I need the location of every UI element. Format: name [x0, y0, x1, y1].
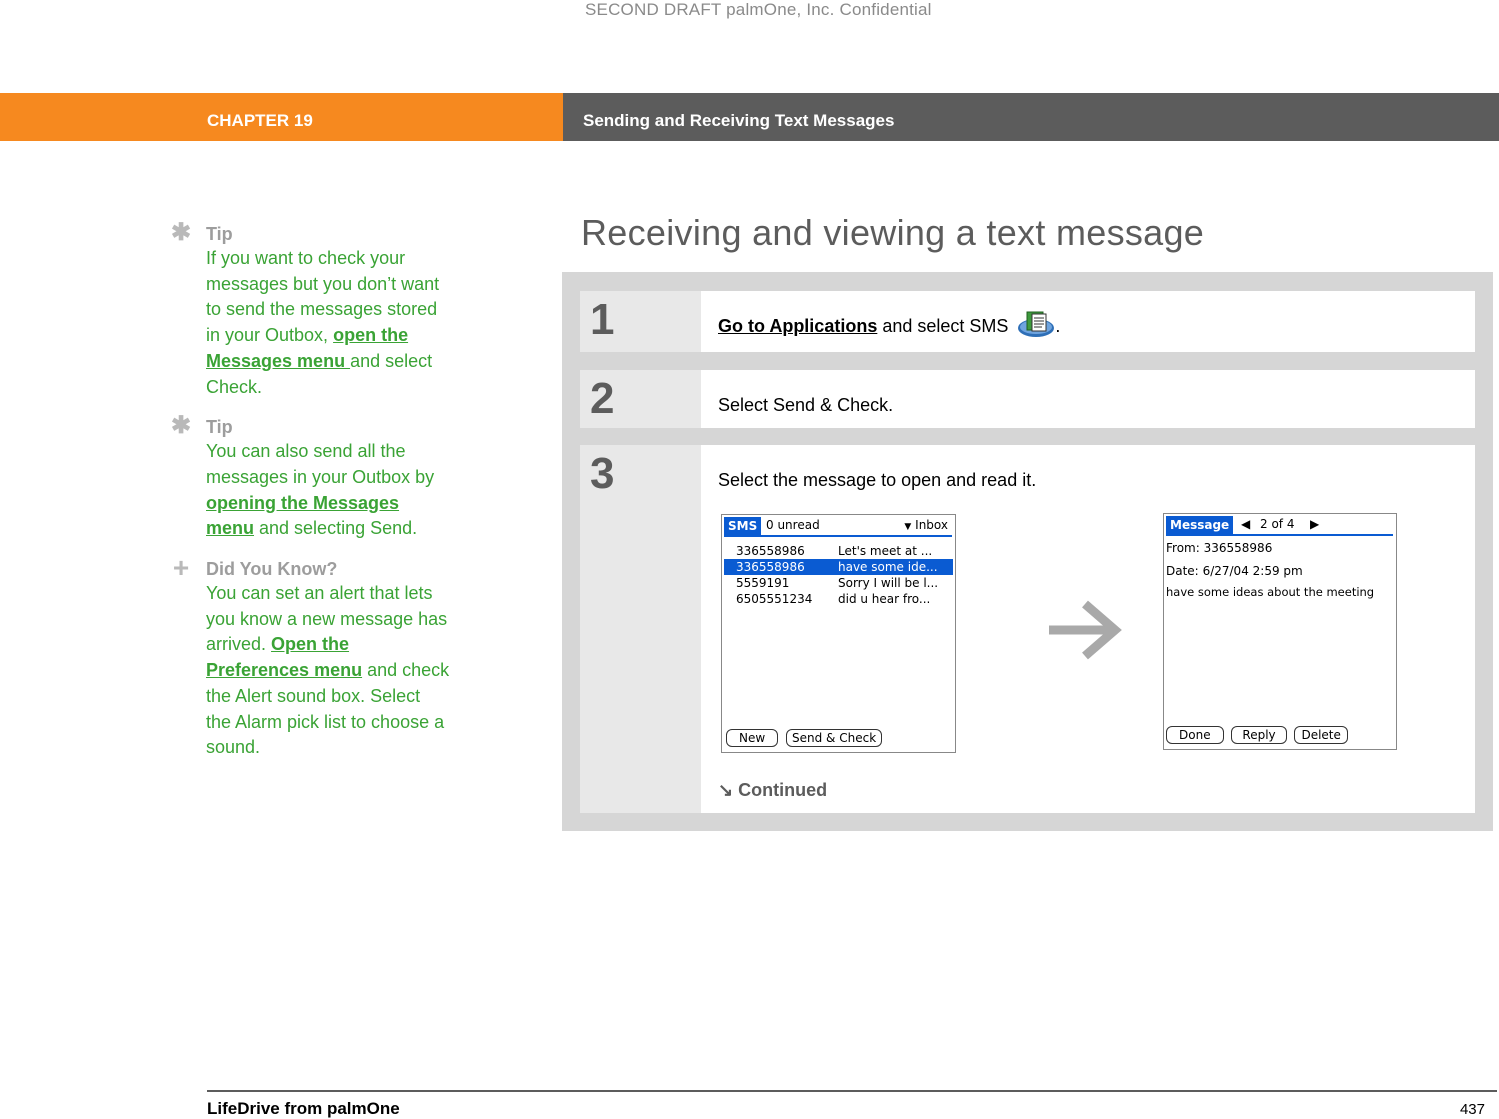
step-text [718, 313, 1060, 341]
sidebar [170, 219, 450, 776]
prev-message-icon[interactable]: ◀ [1241, 517, 1251, 531]
sms-list-row[interactable] [724, 591, 953, 607]
sms-message-screenshot [1163, 513, 1397, 750]
footer-rule [207, 1090, 1497, 1092]
sms-inbox-screenshot [721, 514, 956, 753]
arrow-right-icon [1045, 598, 1125, 662]
step-text: Select Send & Check. [718, 395, 894, 415]
sms-list-row[interactable] [724, 543, 953, 559]
sms-sender: 336558986 [736, 544, 805, 558]
continued-label: Continued [738, 780, 828, 800]
step-1-end: . [1055, 315, 1061, 336]
asterisk-icon: ✱ [170, 219, 192, 246]
sms-button-bar [726, 729, 882, 747]
step-number: 3 [590, 449, 615, 498]
open-messages-menu-link[interactable]: open the Messages menu [206, 325, 409, 371]
from-value: 336558986 [1203, 541, 1273, 555]
step-1 [580, 291, 1475, 352]
unread-count: 0 unread [766, 518, 820, 532]
date-value: 6/27/04 2:59 pm [1202, 564, 1303, 578]
go-to-applications-link[interactable]: Go to Applications [718, 315, 878, 336]
folder-label: Inbox [915, 518, 948, 532]
folder-picker[interactable] [904, 518, 948, 532]
sms-preview: Sorry I will be l... [838, 576, 939, 590]
sms-sender: 5559191 [736, 576, 790, 590]
tip-heading: Tip [206, 224, 233, 244]
sms-sender: 6505551234 [736, 592, 813, 606]
triangle-down-icon: ▼ [904, 522, 912, 532]
tip-text [206, 246, 450, 400]
steps-panel [562, 272, 1493, 831]
from-line [1166, 541, 1272, 555]
tip-text-before: If you want to check your messages but you don’t want to send the messages stored in your Outbox, [206, 248, 440, 346]
next-message-icon[interactable]: ▶ [1310, 517, 1320, 531]
send-check-button[interactable]: Send & Check [786, 729, 882, 747]
new-button[interactable]: New [726, 729, 778, 747]
step-text: Select the message to open and read it. [718, 470, 1037, 490]
tip-heading: Tip [206, 417, 233, 438]
watermark: SECOND DRAFT palmOne, Inc. Confidential [585, 0, 932, 19]
dyk-text-after: and check the Alert sound box. Select the Alarm pick list to choose a sound. [206, 660, 450, 758]
did-you-know-heading: Did You Know? [206, 559, 338, 580]
step-number: 2 [590, 374, 615, 423]
dyk-text-before: You can set an alert that lets you know a new message has arrived. [206, 583, 448, 655]
plus-icon: + [172, 552, 190, 584]
tip-text-before: You can also send all the messages in your Outbox by [206, 441, 435, 487]
sms-title-bar [724, 517, 952, 537]
chapter-label: CHAPTER 19 [207, 111, 313, 130]
date-line [1166, 564, 1303, 578]
sms-preview: Let's meet at ... [838, 544, 933, 558]
section-title: Receiving and viewing a text message [581, 212, 1205, 253]
step-1-text: and select SMS [877, 315, 1014, 336]
message-button-bar [1166, 726, 1348, 744]
step-number: 1 [590, 295, 615, 344]
step-3 [580, 445, 1475, 813]
continued-indicator [718, 780, 827, 801]
asterisk-icon: ✱ [170, 412, 192, 440]
reply-button[interactable]: Reply [1231, 726, 1286, 744]
message-title: Message [1166, 516, 1233, 534]
step-number-cell [580, 291, 701, 352]
chapter-header [0, 93, 1499, 141]
tip-2 [170, 412, 450, 542]
from-label: From: [1166, 541, 1200, 555]
tip-text-after: and select Check. [206, 350, 433, 397]
did-you-know-text [206, 581, 450, 761]
step-2 [580, 370, 1475, 428]
page-number: 437 [1459, 1101, 1485, 1118]
step-number-cell [580, 445, 701, 813]
sms-sender: 336558986 [736, 560, 805, 574]
step-number-cell [580, 370, 701, 428]
continued-arrow-icon: ↘ [718, 780, 734, 800]
open-preferences-menu-link[interactable]: Open the Preferences menu [206, 634, 363, 681]
message-body: have some ideas about the meeting [1166, 585, 1375, 599]
did-you-know [170, 552, 450, 761]
tip-text [206, 439, 450, 542]
sms-list-row[interactable] [724, 575, 953, 591]
tip-text-after: and selecting Send. [254, 518, 418, 539]
sms-list-row[interactable] [724, 559, 953, 575]
opening-messages-menu-link[interactable]: opening the Messages menu [206, 492, 400, 539]
sms-preview: did u hear fro... [838, 592, 931, 606]
message-title-bar [1166, 516, 1393, 536]
chapter-title: Sending and Receiving Text Messages [583, 111, 895, 130]
tip-1 [170, 219, 450, 400]
sms-message-list [724, 543, 953, 607]
sms-preview: have some ide... [838, 560, 938, 574]
sms-app-label: SMS [724, 517, 761, 535]
sms-app-icon [1017, 310, 1055, 338]
message-counter: 2 of 4 [1260, 517, 1295, 531]
delete-button[interactable]: Delete [1294, 726, 1347, 744]
done-button[interactable]: Done [1166, 726, 1224, 744]
footer-book-title: LifeDrive from palmOne [207, 1099, 400, 1118]
date-label: Date: [1166, 564, 1199, 578]
